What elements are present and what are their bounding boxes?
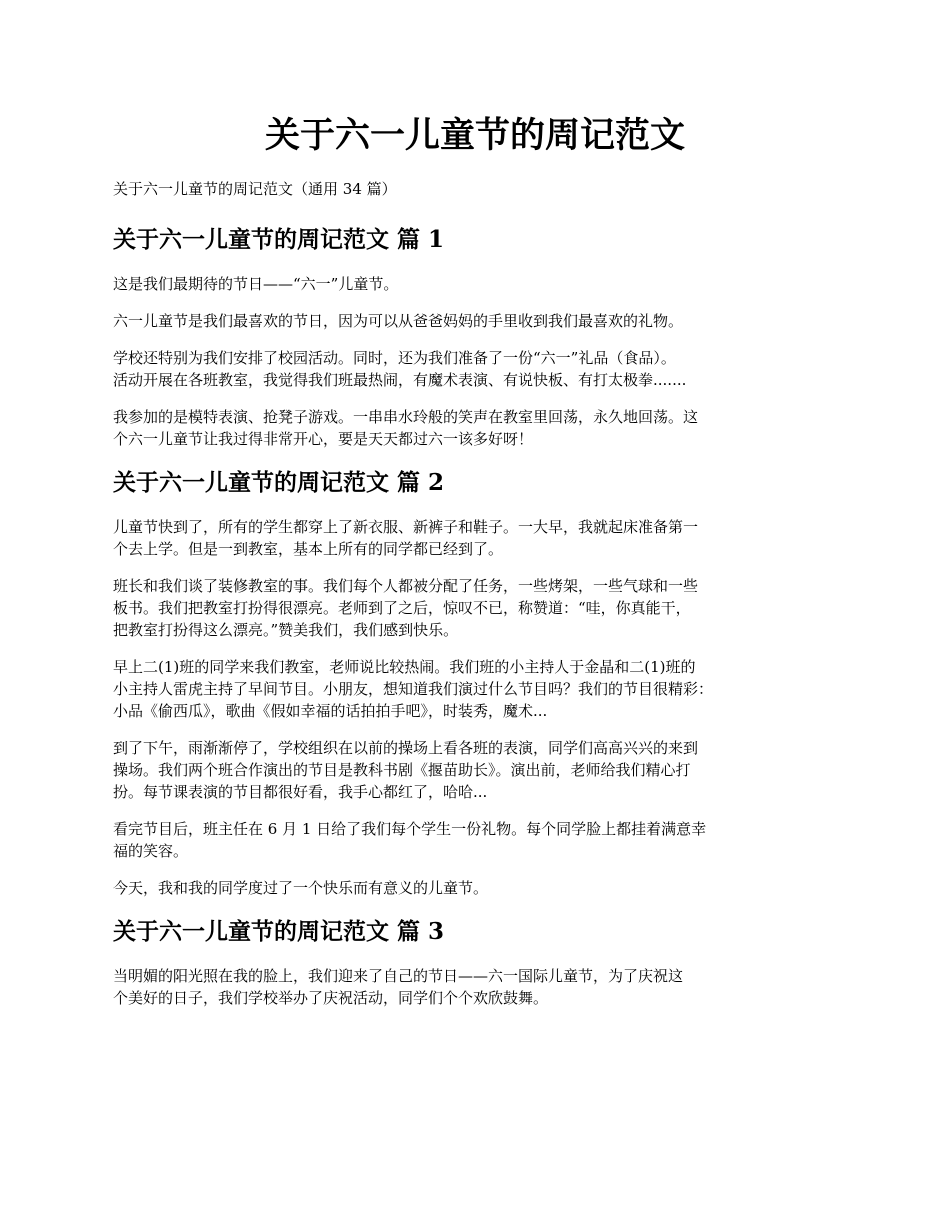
paragraph-line: 个去上学。但是一到教室，基本上所有的同学都已经到了。 <box>113 540 504 558</box>
paragraph-line: 福的笑容。 <box>113 842 189 860</box>
paragraph-line: 个六一儿童节让我过得非常开心，要是天天都过六一该多好呀！ <box>113 430 534 448</box>
section-heading: 关于六一儿童节的周记范文 篇 2 <box>113 469 445 496</box>
paragraph-line: 这是我们最期待的节日——“六一”儿童节。 <box>113 275 399 293</box>
paragraph-line: 我参加的是模特表演、抢凳子游戏。一串串水玲般的笑声在教室里回荡，永久地回荡。这 <box>113 408 699 426</box>
paragraph-line: 到了下午，雨渐渐停了，学校组织在以前的操场上看各班的表演，同学们高高兴兴的来到 <box>113 739 699 757</box>
paragraph-line: 操场。我们两个班合作演出的节目是教科书剧《揠苗助长》。演出前，老师给我们精心打 <box>113 761 691 779</box>
paragraph-line: 早上二(1)班的同学来我们教室，老师说比较热闹。我们班的小主持人于金晶和二(1)班的 <box>113 658 696 676</box>
paragraph <box>113 406 863 450</box>
paragraph <box>113 575 863 641</box>
paragraph-line: 当明媚的阳光照在我的脸上，我们迎来了自己的节日——六一国际儿童节，为了庆祝这 <box>113 967 684 985</box>
paragraph <box>113 818 863 862</box>
paragraph-line: 小品《偷西瓜》，歌曲《假如幸福的话拍拍手吧》，时装秀，魔术... <box>113 702 548 720</box>
paragraph-line: 班长和我们谈了装修教室的事。我们每个人都被分配了任务，一些烤架，一些气球和一些 <box>113 577 699 595</box>
section-heading: 关于六一儿童节的周记范文 篇 1 <box>113 226 445 253</box>
article-section <box>113 466 863 899</box>
paragraph-line: 活动开展在各班教室，我觉得我们班最热闹，有魔术表演、有说快板、有打太极拳....... <box>113 371 687 389</box>
article-section <box>113 915 863 1009</box>
paragraph-line: 看完节目后，班主任在 6 月 1 日给了我们每个学生一份礼物。每个同学脸上都挂着满意幸 <box>113 820 707 838</box>
paragraph-line: 儿童节快到了，所有的学生都穿上了新衣服、新裤子和鞋子。一大早，我就起床准备第一 <box>113 518 699 536</box>
paragraph-line: 板书。我们把教室打扮得很漂亮。老师到了之后，惊叹不已，称赞道：“哇，你真能干， <box>113 599 691 617</box>
paragraph-line: 今天，我和我的同学度过了一个快乐而有意义的儿童节。 <box>113 879 489 897</box>
paragraph-line: 扮。每节课表演的节目都很好看，我手心都红了，哈哈... <box>113 783 488 801</box>
paragraph <box>113 877 863 899</box>
paragraph-line: 把教室打扮得这么漂亮。”赞美我们，我们感到快乐。 <box>113 621 459 639</box>
paragraph <box>113 273 863 295</box>
sections-container <box>113 223 863 1009</box>
document-body <box>113 178 863 1025</box>
paragraph-line: 个美好的日子，我们学校举办了庆祝活动，同学们个个欢欣鼓舞。 <box>113 989 549 1007</box>
paragraph <box>113 310 863 332</box>
paragraph <box>113 347 863 391</box>
paragraph <box>113 656 863 722</box>
section-heading: 关于六一儿童节的周记范文 篇 3 <box>113 918 445 945</box>
paragraph-line: 学校还特别为我们安排了校园活动。同时，还为我们准备了一份“六一”礼品（食品）。 <box>113 349 676 367</box>
paragraph-line: 小主持人雷虎主持了早间节目。小朋友，想知道我们演过什么节目吗？我们的节目很精彩： <box>113 680 714 698</box>
document-subtitle: 关于六一儿童节的周记范文（通用 34 篇） <box>113 180 397 198</box>
page-title: 关于六一儿童节的周记范文 <box>264 115 685 156</box>
paragraph-line: 六一儿童节是我们最喜欢的节日，因为可以从爸爸妈妈的手里收到我们最喜欢的礼物。 <box>113 312 684 330</box>
paragraph <box>113 965 863 1009</box>
article-section <box>113 223 863 450</box>
paragraph <box>113 516 863 560</box>
paragraph <box>113 737 863 803</box>
